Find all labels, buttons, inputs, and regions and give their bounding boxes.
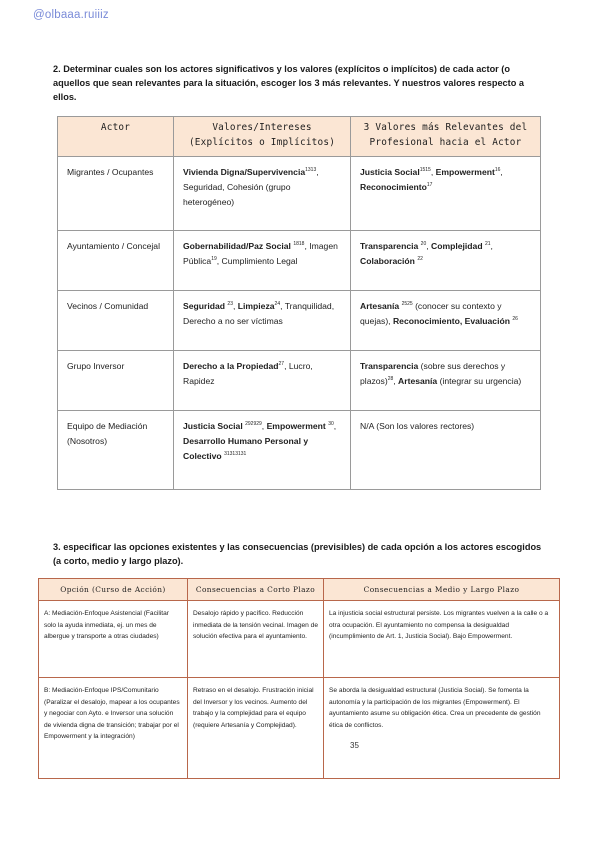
header-professional-values: 3 Valores más Relevantes del Profesional hacia el Actor [351,117,541,157]
table-row [39,678,560,779]
actor-cell: Migrantes / Ocupantes [58,157,174,231]
actor-cell: Ayuntamiento / Concejal [58,231,174,291]
options-table [38,578,560,779]
values-cell: Vivienda Digna/Supervivencia$^{1313}$, Seguridad, Cohesión (grupo heterogéneo) [174,157,351,231]
table-header-row [58,117,541,157]
values-cell: Seguridad $^{23}$, Limpieza$^{24}$, Tranquilidad, Derecho a no ser víctimas [174,291,351,351]
actors-table [57,116,541,490]
table-header-row [39,579,560,601]
actor-cell: Grupo Inversor [58,351,174,411]
option-cell: B: Mediación-Enfoque IPS/Comunitario (Paralizar el desalojo, mapear a los ocupantes y negociar con Ayto. e Inversor una solución de vivienda digna de transición; trabajar por el Empowerment y la integración) [39,678,188,779]
table-row [58,351,541,411]
option-cell: A: Mediación-Enfoque Asistencial (Facilitar solo la ayuda inmediata, ej. un mes de albergue y transporte a otras ciudades) [39,601,188,678]
short-term-cell: Desalojo rápido y pacífico. Reducción inmediata de la tensión vecinal. Imagen de solución efectiva para el ayuntamiento. [188,601,324,678]
table-row [58,157,541,231]
table-row [58,411,541,490]
question-2: 2. Determinar cuales son los actores significativos y los valores (explícitos o implícitos) de cada actor (o aquellos que sean relevantes para la situación, escoger los 3 más relevantes. Y nuestros valores respecto a ellos. [53,64,524,102]
page-number: 35 [350,741,359,750]
long-term-cell: La injusticia social estructural persiste. Los migrantes vuelven a la calle o a otra ocupación. El ayuntamiento no compensa la desigualdad (incumplimiento de Art. 1, Justicia Social). Bajo Empowerment. [324,601,560,678]
values-cell: Justicia Social $^{292929}$, Empowerment $^{30}$, Desarrollo Humano Personal y Colectivo $^{31313131}$ [174,411,351,490]
header-short-term: Consecuencias a Corto Plazo [188,579,324,601]
values-cell: Gobernabilidad/Paz Social $^{1818}$, Imagen Pública$^{19}$, Cumplimiento Legal [174,231,351,291]
header-option: Opción (Curso de Acción) [39,579,188,601]
professional-values-cell: Justicia Social$^{1515}$, Empowerment$^{16}$, Reconocimiento$^{17}$ [351,157,541,231]
professional-values-cell: Transparencia $^{20}$, Complejidad $^{21}$, Colaboración $^{22}$ [351,231,541,291]
actor-cell: Vecinos / Comunidad [58,291,174,351]
professional-values-cell: N/A (Son los valores rectores) [351,411,541,490]
short-term-cell: Retraso en el desalojo. Frustración inicial del Inversor y los vecinos. Aumento del trabajo y la complejidad para el equipo (requiere Artesanía y Complejidad). [188,678,324,779]
table-row [58,291,541,351]
table-row [58,231,541,291]
watermark: @olbaaa.ruiiiz [33,9,109,21]
header-values: Valores/Intereses (Explícitos o Implícitos) [174,117,351,157]
professional-values-cell: Artesanía $^{2525}$ (conocer su contexto y quejas), Reconocimiento, Evaluación $^{26}$ [351,291,541,351]
header-actor: Actor [58,117,174,157]
table-row [39,601,560,678]
header-long-term: Consecuencias a Medio y Largo Plazo [324,579,560,601]
long-term-cell: Se aborda la desigualdad estructural (Justicia Social). Se fomenta la autonomía y la participación de los migrantes (Empowerment). El ayuntamiento asume su obligación ética. Crea un precedente de gestión ética de conflictos. [324,678,560,779]
values-cell: Derecho a la Propiedad$^{27}$, Lucro, Rapidez [174,351,351,411]
question-3: 3. especificar las opciones existentes y las consecuencias (previsibles) de cada opción a los actores escogidos (a corto, medio y largo plazo). [53,542,542,566]
actor-cell: Equipo de Mediación (Nosotros) [58,411,174,490]
professional-values-cell: Transparencia (sobre sus derechos y plazos)$^{28}$, Artesanía (integrar su urgencia) [351,351,541,411]
